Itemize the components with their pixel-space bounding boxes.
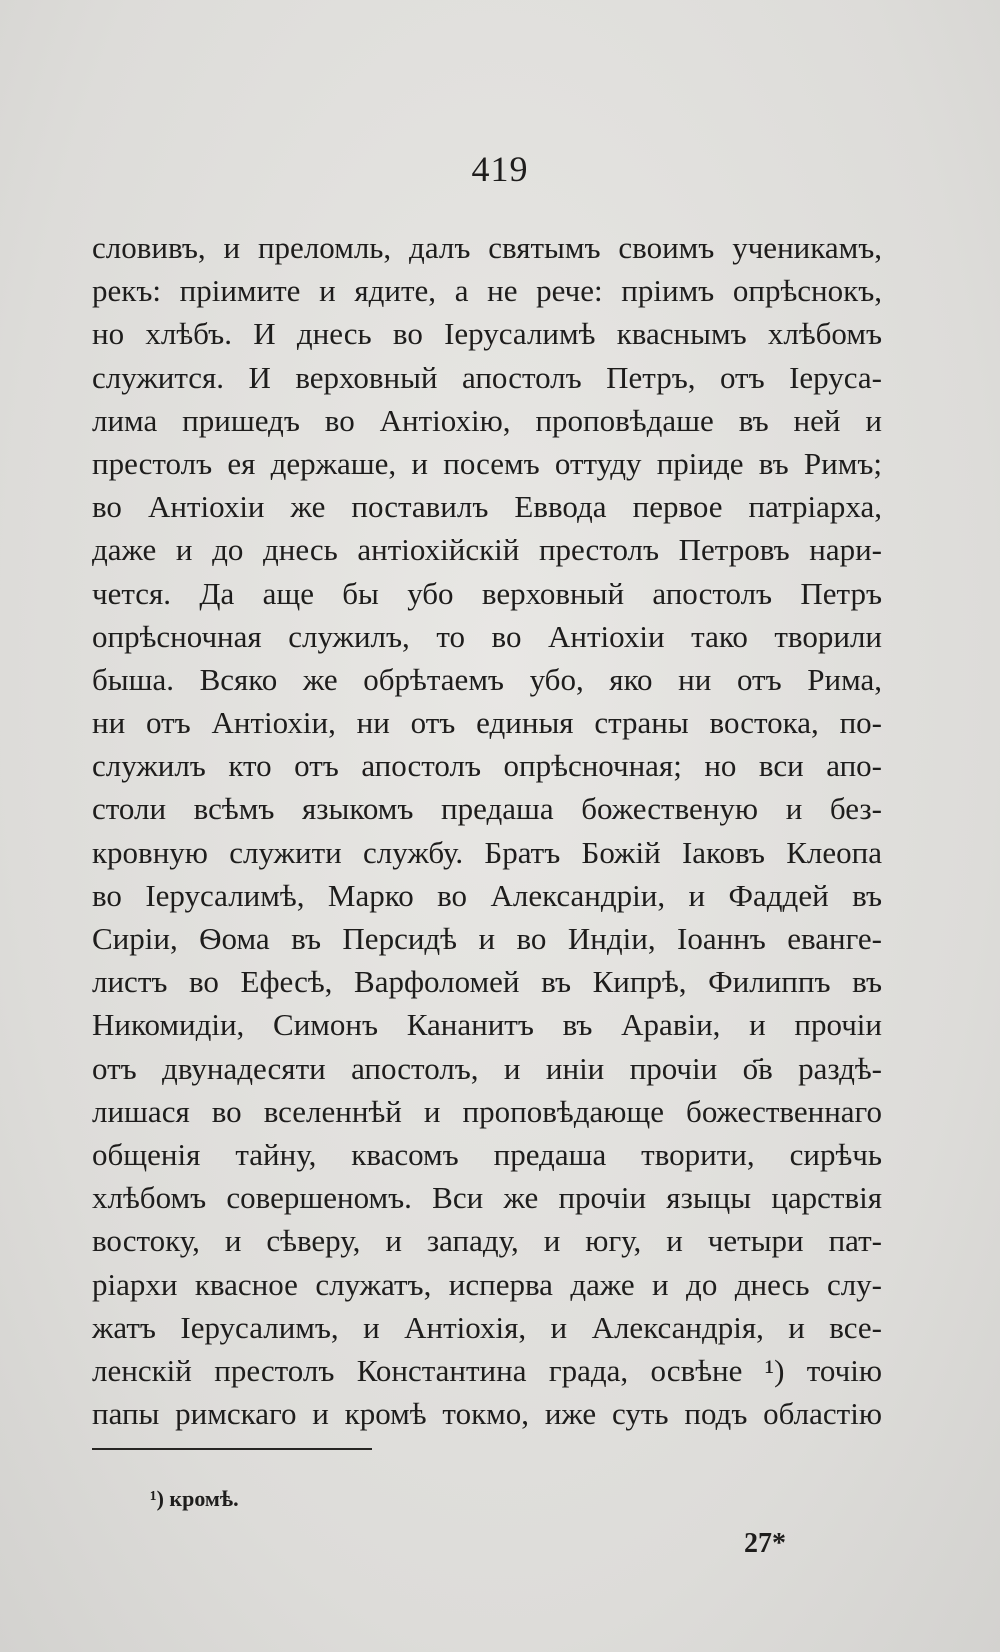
text-line: словивъ, и преломль, далъ святымъ своимъ ученикамъ, [92, 230, 882, 265]
footnote: ¹) кромѣ. [150, 1486, 239, 1511]
text-line: опрѣсночная служилъ, то во Антiохiи тако творили [92, 618, 882, 654]
text-line: ленскiй престолъ Константина града, освѣне ¹) точiю [92, 1352, 882, 1388]
text-line: папы римскаго и кромѣ токмо, иже суть подъ областiю [92, 1396, 882, 1432]
text-line: даже и до днесь антiохiйскiй престолъ Петровъ нари- [92, 532, 882, 568]
footnote-divider [92, 1448, 372, 1450]
text-line: листъ во Ефесѣ, Варфоломей въ Кипрѣ, Филиппъ въ [92, 964, 882, 1000]
text-line: служится. И верховный апостолъ Петръ, отъ Iеруса- [92, 359, 882, 395]
text-line: ни отъ Антiохiи, ни отъ единыя страны востока, по- [92, 705, 882, 741]
text-line: общенiя тайну, квасомъ предаша творити, сирѣчь [92, 1136, 882, 1172]
text-line: кровную служити службу. Братъ Божiй Iаковъ Клеопа [92, 834, 882, 870]
text-line: престолъ ея держаше, и посемъ оттуду прiиде въ Римъ; [92, 445, 882, 481]
text-line: столи всѣмъ языкомъ предаша божественую и без- [92, 791, 882, 827]
body-text [92, 226, 882, 1435]
text-line: рекъ: прiимите и ядите, а не рече: прiимъ опрѣснокъ, [92, 273, 882, 309]
text-line: жатъ Iерусалимъ, и Антiохiя, и Александрiя, и все- [92, 1309, 882, 1345]
text-line: лишася во вселеннѣй и проповѣдающе божественнаго [92, 1093, 882, 1129]
text-line: лима пришедъ во Антiохiю, проповѣдаше въ ней и [92, 402, 882, 438]
text-line: во Антiохiи же поставилъ Еввода первое патрiарха, [92, 489, 882, 525]
text-line: Никомидiи, Симонъ Кананитъ въ Аравiи, и прочiи [92, 1007, 882, 1043]
text-line: чется. Да аще бы убо верховный апостолъ Петръ [92, 575, 882, 611]
page-number: 419 [471, 149, 529, 189]
signature-mark: 27* [744, 1528, 786, 1559]
text-line: но хлѣбъ. И днесь во Iерусалимѣ кваснымъ хлѣбомъ [92, 316, 882, 352]
text-line: отъ двунадесяти апостолъ, и инiи прочiи о҃в раздѣ- [92, 1050, 882, 1086]
text-line: во Iерусалимѣ, Марко во Александрiи, и Фаддей въ [92, 877, 882, 913]
text-line: хлѣбомъ совершеномъ. Вси же прочiи языцы царствiя [92, 1180, 882, 1216]
text-line: быша. Всяко же обрѣтаемъ убо, яко ни отъ Рима, [92, 661, 882, 697]
text-line: Сирiи, Ѳома въ Персидѣ и во Индiи, Iоаннъ еванге- [92, 921, 882, 956]
text-line: востоку, и сѣверу, и западу, и югу, и четыри пат- [92, 1223, 882, 1259]
text-line: рiархи квасное служатъ, исперва даже и до днесь слу- [92, 1266, 882, 1302]
text-line: служилъ кто отъ апостолъ опрѣсночная; но вси апо- [92, 748, 882, 784]
